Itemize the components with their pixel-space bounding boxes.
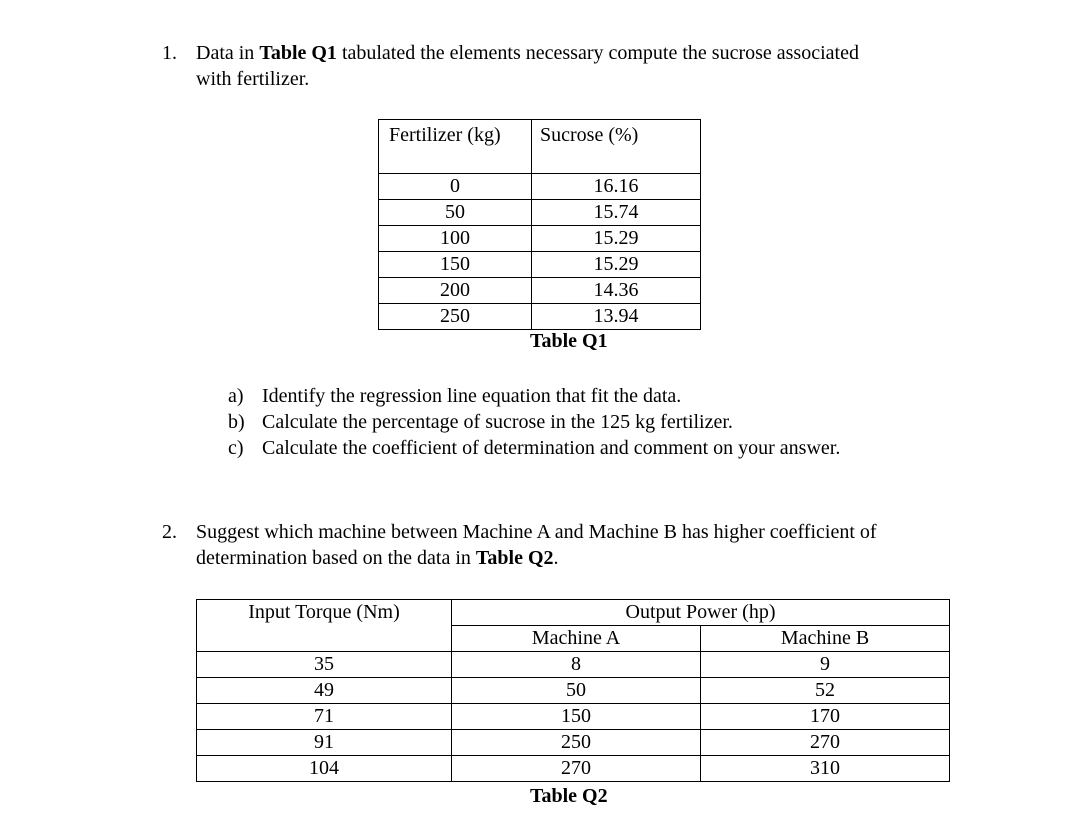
- table-cell: 9: [701, 652, 950, 678]
- table-q1-header-fertilizer: Fertilizer (kg): [379, 120, 532, 174]
- q2-table-ref: Table Q2: [475, 547, 554, 569]
- q2-text-pre: determination based on the data in: [196, 547, 476, 569]
- table-cell: 104: [197, 756, 452, 782]
- question-2-line-2: [196, 545, 996, 571]
- table-q2-header-output: Output Power (hp): [452, 600, 950, 626]
- table-q2-header-machine-a: Machine A: [452, 626, 701, 652]
- table-q1-caption: Table Q1: [530, 330, 608, 352]
- table-cell: 52: [701, 678, 950, 704]
- table-cell: 15.29: [532, 226, 701, 252]
- q1-text-post: tabulated the elements necessary compute the sucrose associated: [336, 42, 859, 64]
- part-b-text: Calculate the percentage of sucrose in the 125 kg fertilizer.: [262, 411, 733, 433]
- part-c-label: c): [228, 437, 244, 459]
- table-cell: 50: [379, 200, 532, 226]
- table-cell: 35: [197, 652, 452, 678]
- table-cell: 250: [379, 304, 532, 330]
- table-cell: 15.29: [532, 252, 701, 278]
- table-row: [379, 226, 701, 252]
- table-row: [379, 278, 701, 304]
- question-2-line-1: Suggest which machine between Machine A and Machine B has higher coefficient of: [196, 521, 877, 543]
- question-1-line-1: [196, 40, 996, 66]
- question-1-number: 1.: [162, 42, 177, 64]
- table-row: [197, 652, 950, 678]
- part-c-text: Calculate the coefficient of determination and comment on your answer.: [262, 437, 841, 459]
- q1-table-ref: Table Q1: [259, 42, 337, 64]
- table-row: [379, 252, 701, 278]
- question-2-number: 2.: [162, 521, 177, 543]
- table-cell: 14.36: [532, 278, 701, 304]
- table-cell: 100: [379, 226, 532, 252]
- table-cell: 270: [452, 756, 701, 782]
- table-q2: [196, 599, 950, 782]
- table-cell: 15.74: [532, 200, 701, 226]
- table-cell: 16.16: [532, 174, 701, 200]
- table-cell: 91: [197, 730, 452, 756]
- table-row: [197, 730, 950, 756]
- table-row: [379, 200, 701, 226]
- q1-text-pre: Data in: [196, 42, 260, 64]
- table-cell: 0: [379, 174, 532, 200]
- table-cell: 13.94: [532, 304, 701, 330]
- table-cell: 170: [701, 704, 950, 730]
- part-a-text: Identify the regression line equation that fit the data.: [262, 385, 682, 407]
- table-q1: [378, 119, 701, 330]
- table-q2-header-input: Input Torque (Nm): [197, 600, 452, 652]
- table-cell: 250: [452, 730, 701, 756]
- table-cell: 8: [452, 652, 701, 678]
- table-row: [197, 704, 950, 730]
- table-cell: 200: [379, 278, 532, 304]
- table-row: [197, 756, 950, 782]
- question-1-line-2: with fertilizer.: [196, 68, 310, 90]
- table-cell: 49: [197, 678, 452, 704]
- table-cell: 150: [379, 252, 532, 278]
- table-q2-caption: Table Q2: [530, 785, 608, 807]
- q2-text-post: .: [553, 547, 559, 569]
- table-q1-header-sucrose: Sucrose (%): [532, 120, 701, 174]
- table-row: [379, 174, 701, 200]
- table-row: [379, 304, 701, 330]
- table-q2-header-machine-b: Machine B: [701, 626, 950, 652]
- table-cell: 150: [452, 704, 701, 730]
- table-cell: 71: [197, 704, 452, 730]
- part-a-label: a): [228, 385, 244, 407]
- table-cell: 50: [452, 678, 701, 704]
- table-cell: 310: [701, 756, 950, 782]
- table-cell: 270: [701, 730, 950, 756]
- table-row: [197, 678, 950, 704]
- part-b-label: b): [228, 411, 245, 433]
